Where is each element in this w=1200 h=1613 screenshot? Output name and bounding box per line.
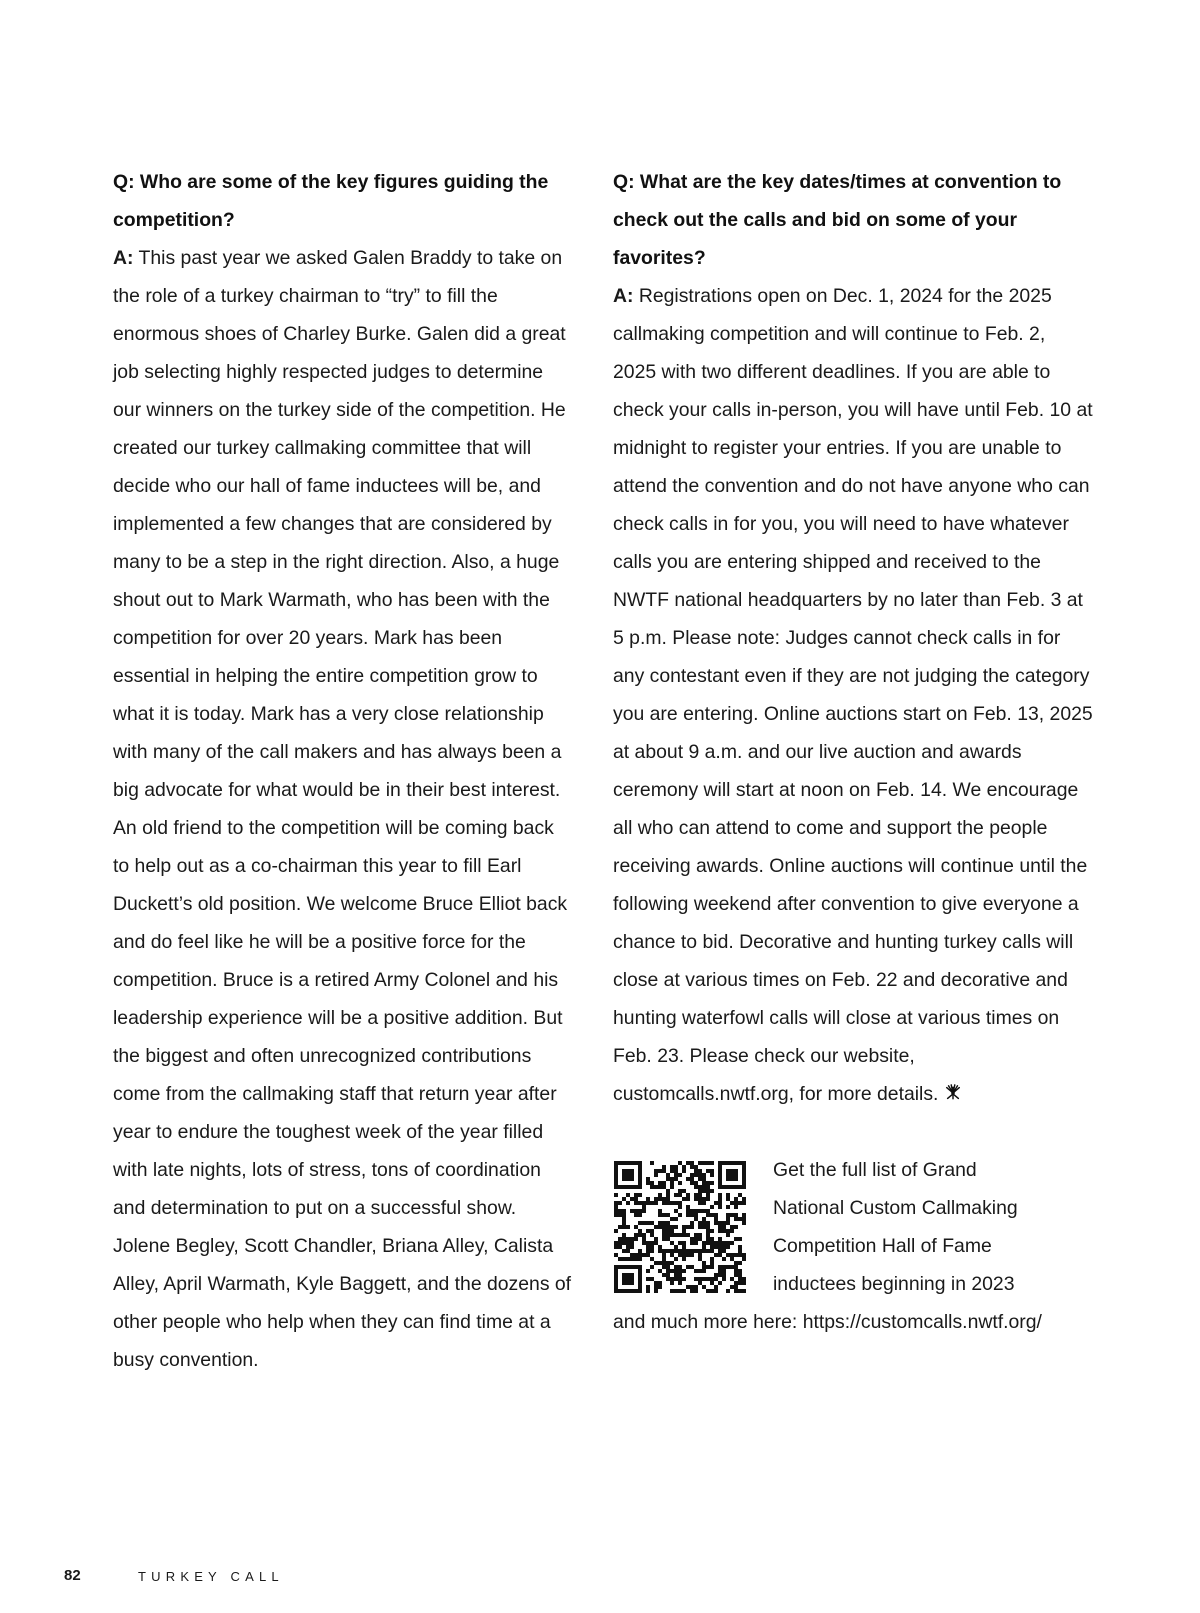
right-answer-label: A: bbox=[613, 285, 634, 307]
left-answer-label: A: bbox=[113, 247, 134, 269]
right-answer bbox=[613, 277, 1093, 1113]
left-column bbox=[113, 163, 573, 1379]
qr-line-1: Get the full list of Grand bbox=[773, 1159, 977, 1181]
left-answer bbox=[113, 239, 573, 1379]
qr-line-3: Competition Hall of Fame bbox=[773, 1235, 992, 1257]
right-answer-text: Registrations open on Dec. 1, 2024 for the 2025 callmaking competition and will continue to Feb. 2, 2025 with two different deadlines. If you are able to check your calls in-person, you will have until Feb. 10 at midnight to register your entries. If you are unable to attend the convention and do not have anyone who can check calls in for you, you will need to have whatever calls you are entering shipped and received to the NWTF national headquarters by no later than Feb. 3 at 5 p.m. Please note: Judges cannot check calls in for any contestant even if they are not judging the category you are entering. Online auctions start on Feb. 13, 2025 at about 9 a.m. and our live auction and awards ceremony will start at noon on Feb. 14. We encourage all who can attend to come and support the people receiving awards. Online auctions will continue until the following weekend after convention to give everyone a chance to bid. Decorative and hunting turkey calls will close at various times on Feb. 22 and decorative and hunting waterfowl calls will close at various times on Feb. 23. Please check our website, customcalls.nwtf.org, for more details. bbox=[613, 285, 1093, 1105]
right-question: Q: What are the key dates/times at convention to check out the calls and bid on some of your favorites? bbox=[613, 171, 1062, 269]
publication-name: TURKEY CALL bbox=[138, 1569, 284, 1584]
nwtf-turkey-icon bbox=[944, 1084, 962, 1102]
left-answer-text: This past year we asked Galen Braddy to take on the role of a turkey chairman to “try” to fill the enormous shoes of Charley Burke. Galen did a great job selecting highly respected judges to determine our winners on the turkey side of the competition. He created our turkey callmaking committee that will decide who our hall of fame inductees will be, and implemented a few changes that are considered by many to be a step in the right direction. Also, a huge shout out to Mark Warmath, who has been with the competition for over 20 years. Mark has been essential in helping the entire competition grow to what it is today. Mark has a very close relationship with many of the call makers and has always been a big advocate for what would be in their best interest. An old friend to the competition will be coming back to help out as a co-chairman this year to fill Earl Duckett’s old position. We welcome Bruce Elliot back and do feel like he will be a positive force for the competition. Bruce is a retired Army Colonel and his leadership experience will be a positive addition. But the biggest and often unrecognized contributions come from the callmaking staff that return year after year to endure the toughest week of the year filled with late nights, lots of stress, tons of coordination and determination to put on a successful show. Jolene Begley, Scott Chandler, Briana Alley, Calista Alley, April Warmath, Kyle Baggett, and the dozens of other people who help when they can find time at a busy convention. bbox=[113, 247, 572, 1371]
qr-code-icon[interactable] bbox=[614, 1161, 746, 1293]
qr-line-2: National Custom Callmaking bbox=[773, 1197, 1018, 1219]
right-column bbox=[613, 163, 1093, 1341]
page-number: 82 bbox=[64, 1567, 81, 1584]
left-question: Q: Who are some of the key figures guiding the competition? bbox=[113, 171, 549, 231]
qr-line-4: inductees beginning in 2023 bbox=[773, 1273, 1015, 1295]
qr-callout bbox=[613, 1151, 1093, 1341]
qr-line-5-link[interactable]: and much more here: https://customcalls.nwtf.org/ bbox=[613, 1311, 1042, 1333]
